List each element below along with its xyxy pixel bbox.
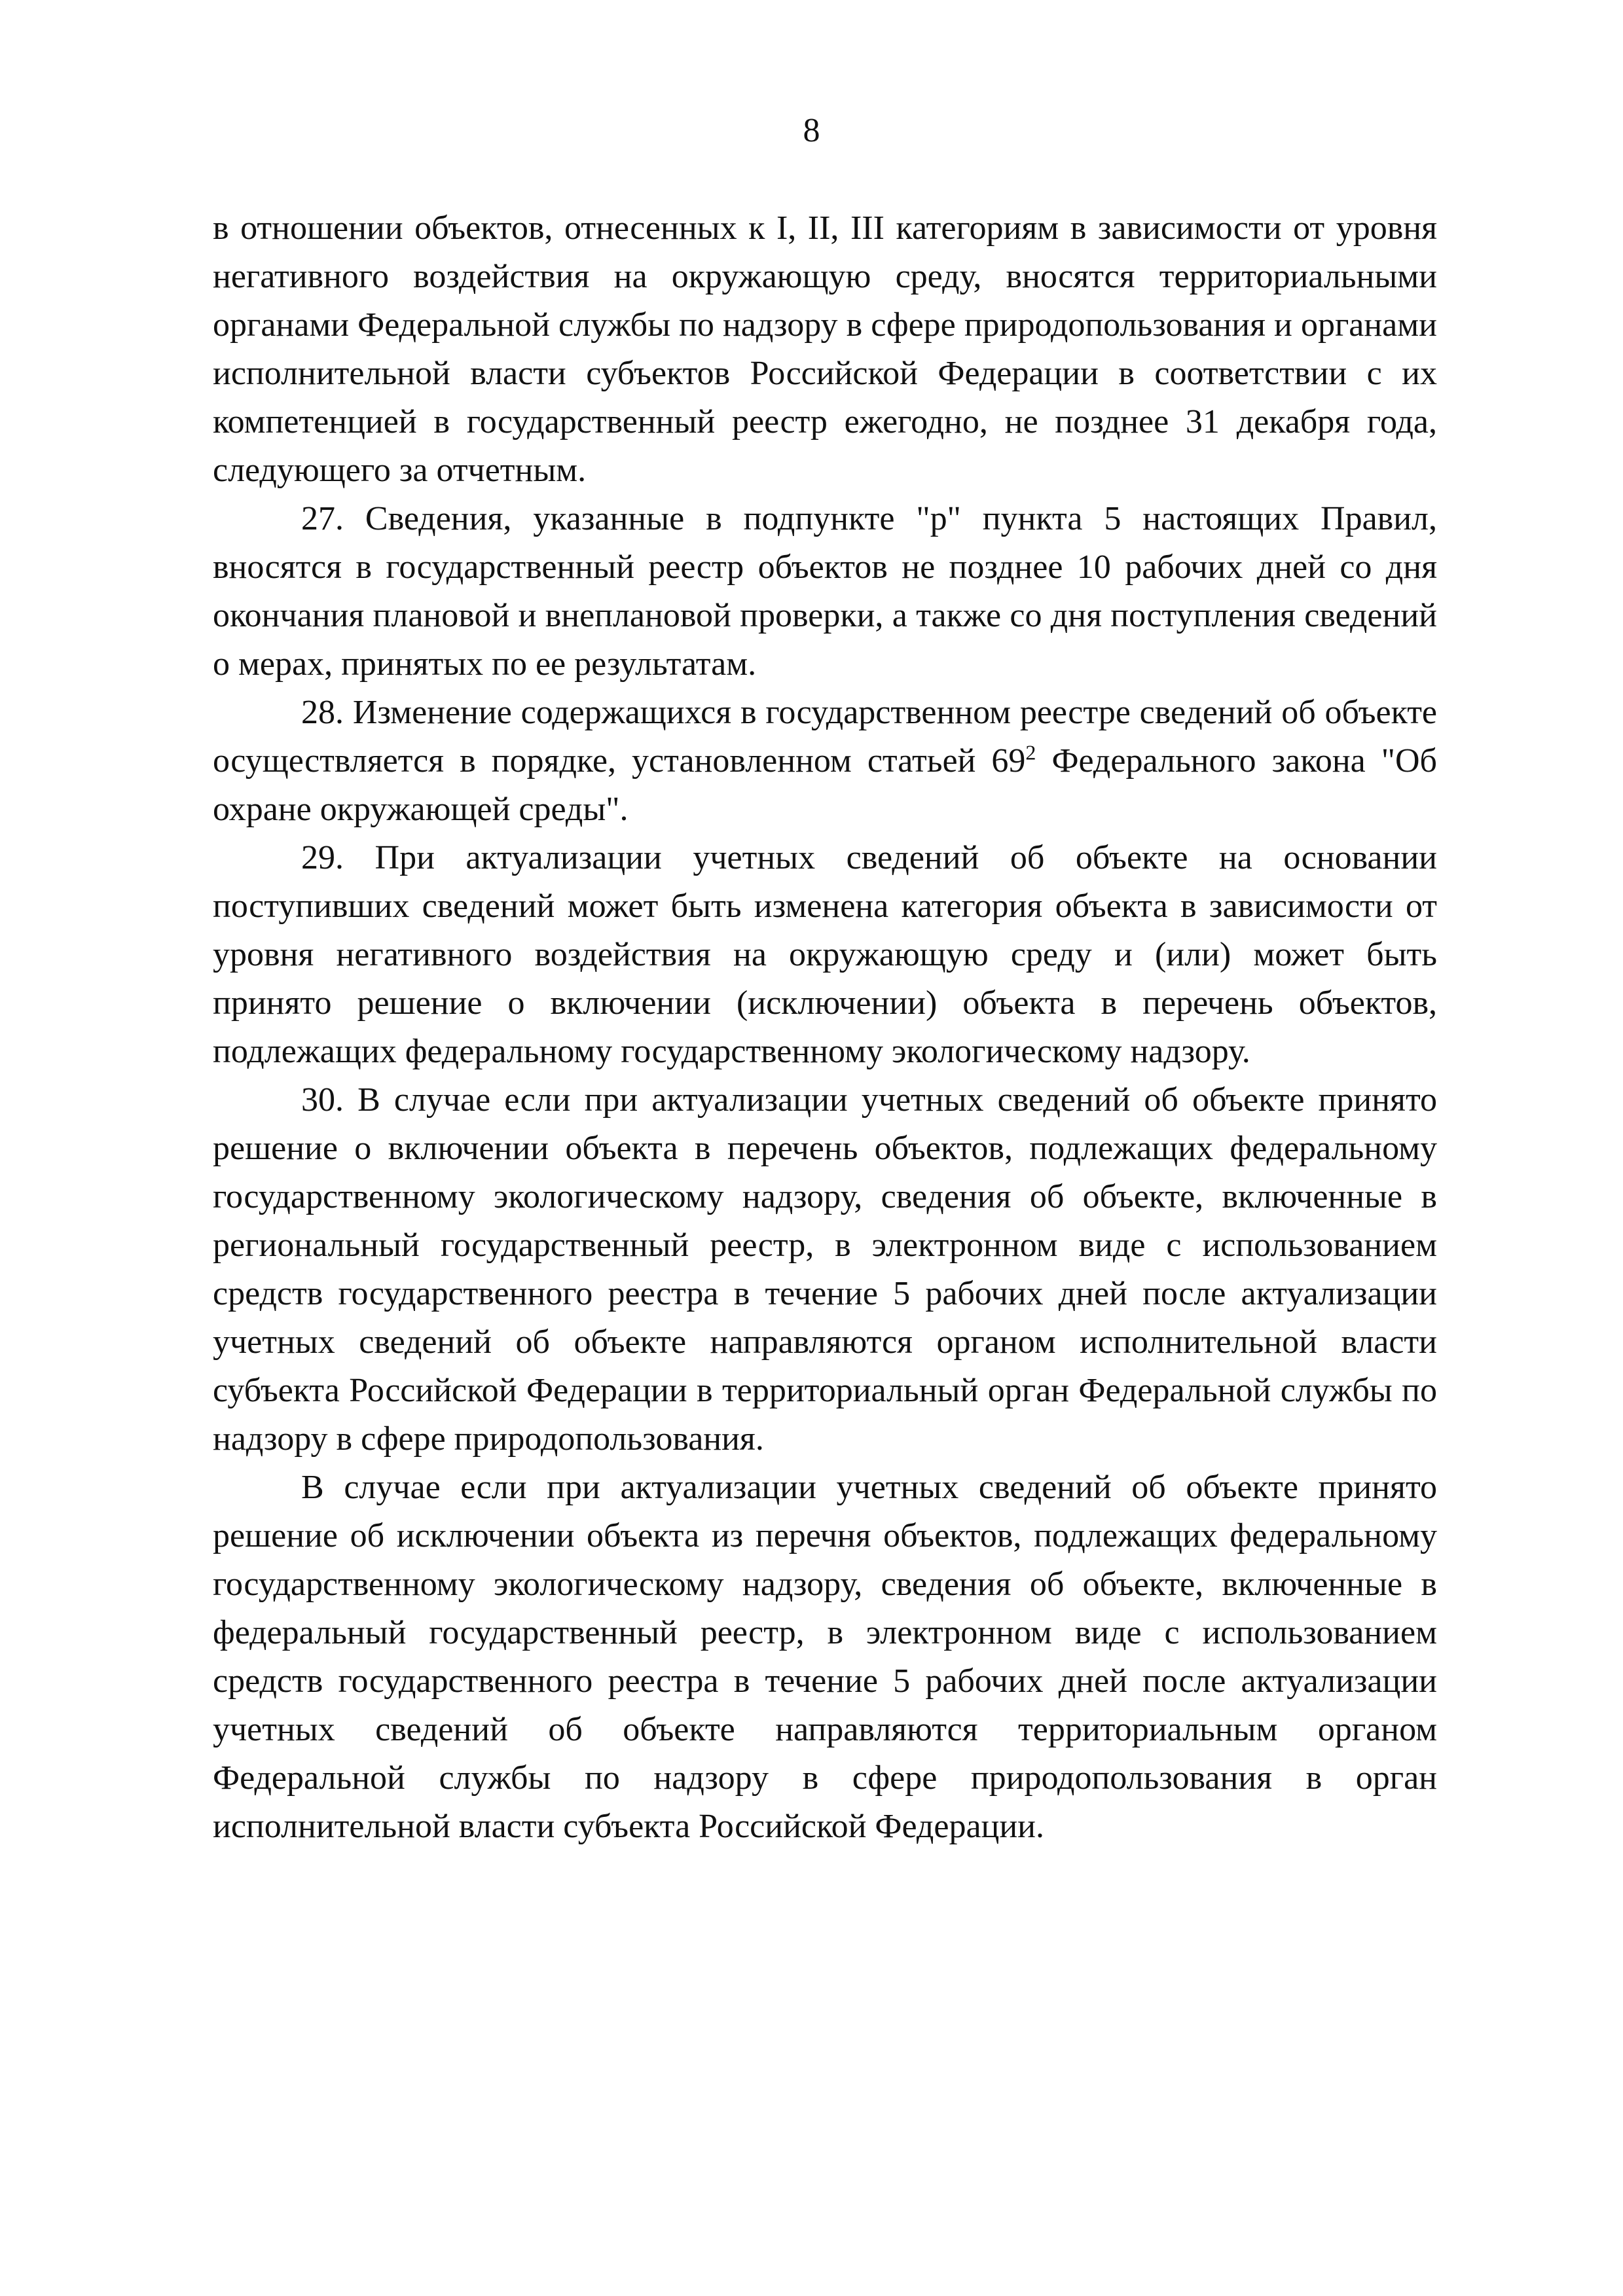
paragraph-continuation: в отношении объектов, отнесенных к I, II, III категориям в зависимости от уровня негативного воздействия на окружающую среду, вносятся территориальными органами Федеральной службы по надзору в сфере природопользования и органами исполнительной власти субъектов Российской Федерации в соответствии с их компетенцией в государственный реестр ежегодно, не позднее 31 декабря года, следующего за отчетным. [213, 209, 1437, 489]
article-superscript: 2 [1025, 740, 1036, 764]
paragraph-30: 30. В случае если при актуализации учетных сведений об объекте принято решение о включении объекта в перечень объектов, подлежащих федеральному государственному экологическому надзору, сведения об объекте, включенные в региональный государственный реестр, в электронном виде с использованием средств государственного реестра в течение 5 рабочих дней после актуализации учетных сведений об объекте направляются органом исполнительной власти субъекта Российской Федерации в территориальный орган Федеральной службы по надзору в сфере природопользования. [213, 1081, 1437, 1458]
page-number: 8 [803, 112, 820, 149]
paragraph-30-second: В случае если при актуализации учетных сведений об объекте принято решение об исключении объекта из перечня объектов, подлежащих федеральному государственному экологическому надзору, сведения об объекте, включенные в федеральный государственный реестр, в электронном виде с использованием средств государственного реестра в течение 5 рабочих дней после актуализации учетных сведений об объекте направляются территориальным органом Федеральной службы по надзору в сфере природопользования в орган исполнительной власти субъекта Российской Федерации. [213, 1469, 1437, 1845]
paragraph-29: 29. При актуализации учетных сведений об объекте на основании поступивших сведений может быть изменена категория объекта в зависимости от уровня негативного воздействия на окружающую среду и (или) может быть принято решение о включении (исключении) объекта в перечень объектов, подлежащих федеральному государственному экологическому надзору. [213, 839, 1437, 1070]
paragraph-28-tail: Федерального закона "Об охране окружающей среды". [213, 742, 1437, 828]
paragraph-28 [213, 689, 1437, 834]
paragraph-27: 27. Сведения, указанные в подпункте "р" пункта 5 настоящих Правил, вносятся в государственный реестр объектов не позднее 10 рабочих дней со дня окончания плановой и внеплановой проверки, а также со дня поступления сведений о мерах, принятых по ее результатам. [213, 500, 1437, 683]
paragraph-28-text: 28. Изменение содержащихся в государственном реестре сведений об объекте осуществляется в порядке, установленном статьей 69 [213, 694, 1437, 780]
document-body [213, 204, 1437, 1851]
